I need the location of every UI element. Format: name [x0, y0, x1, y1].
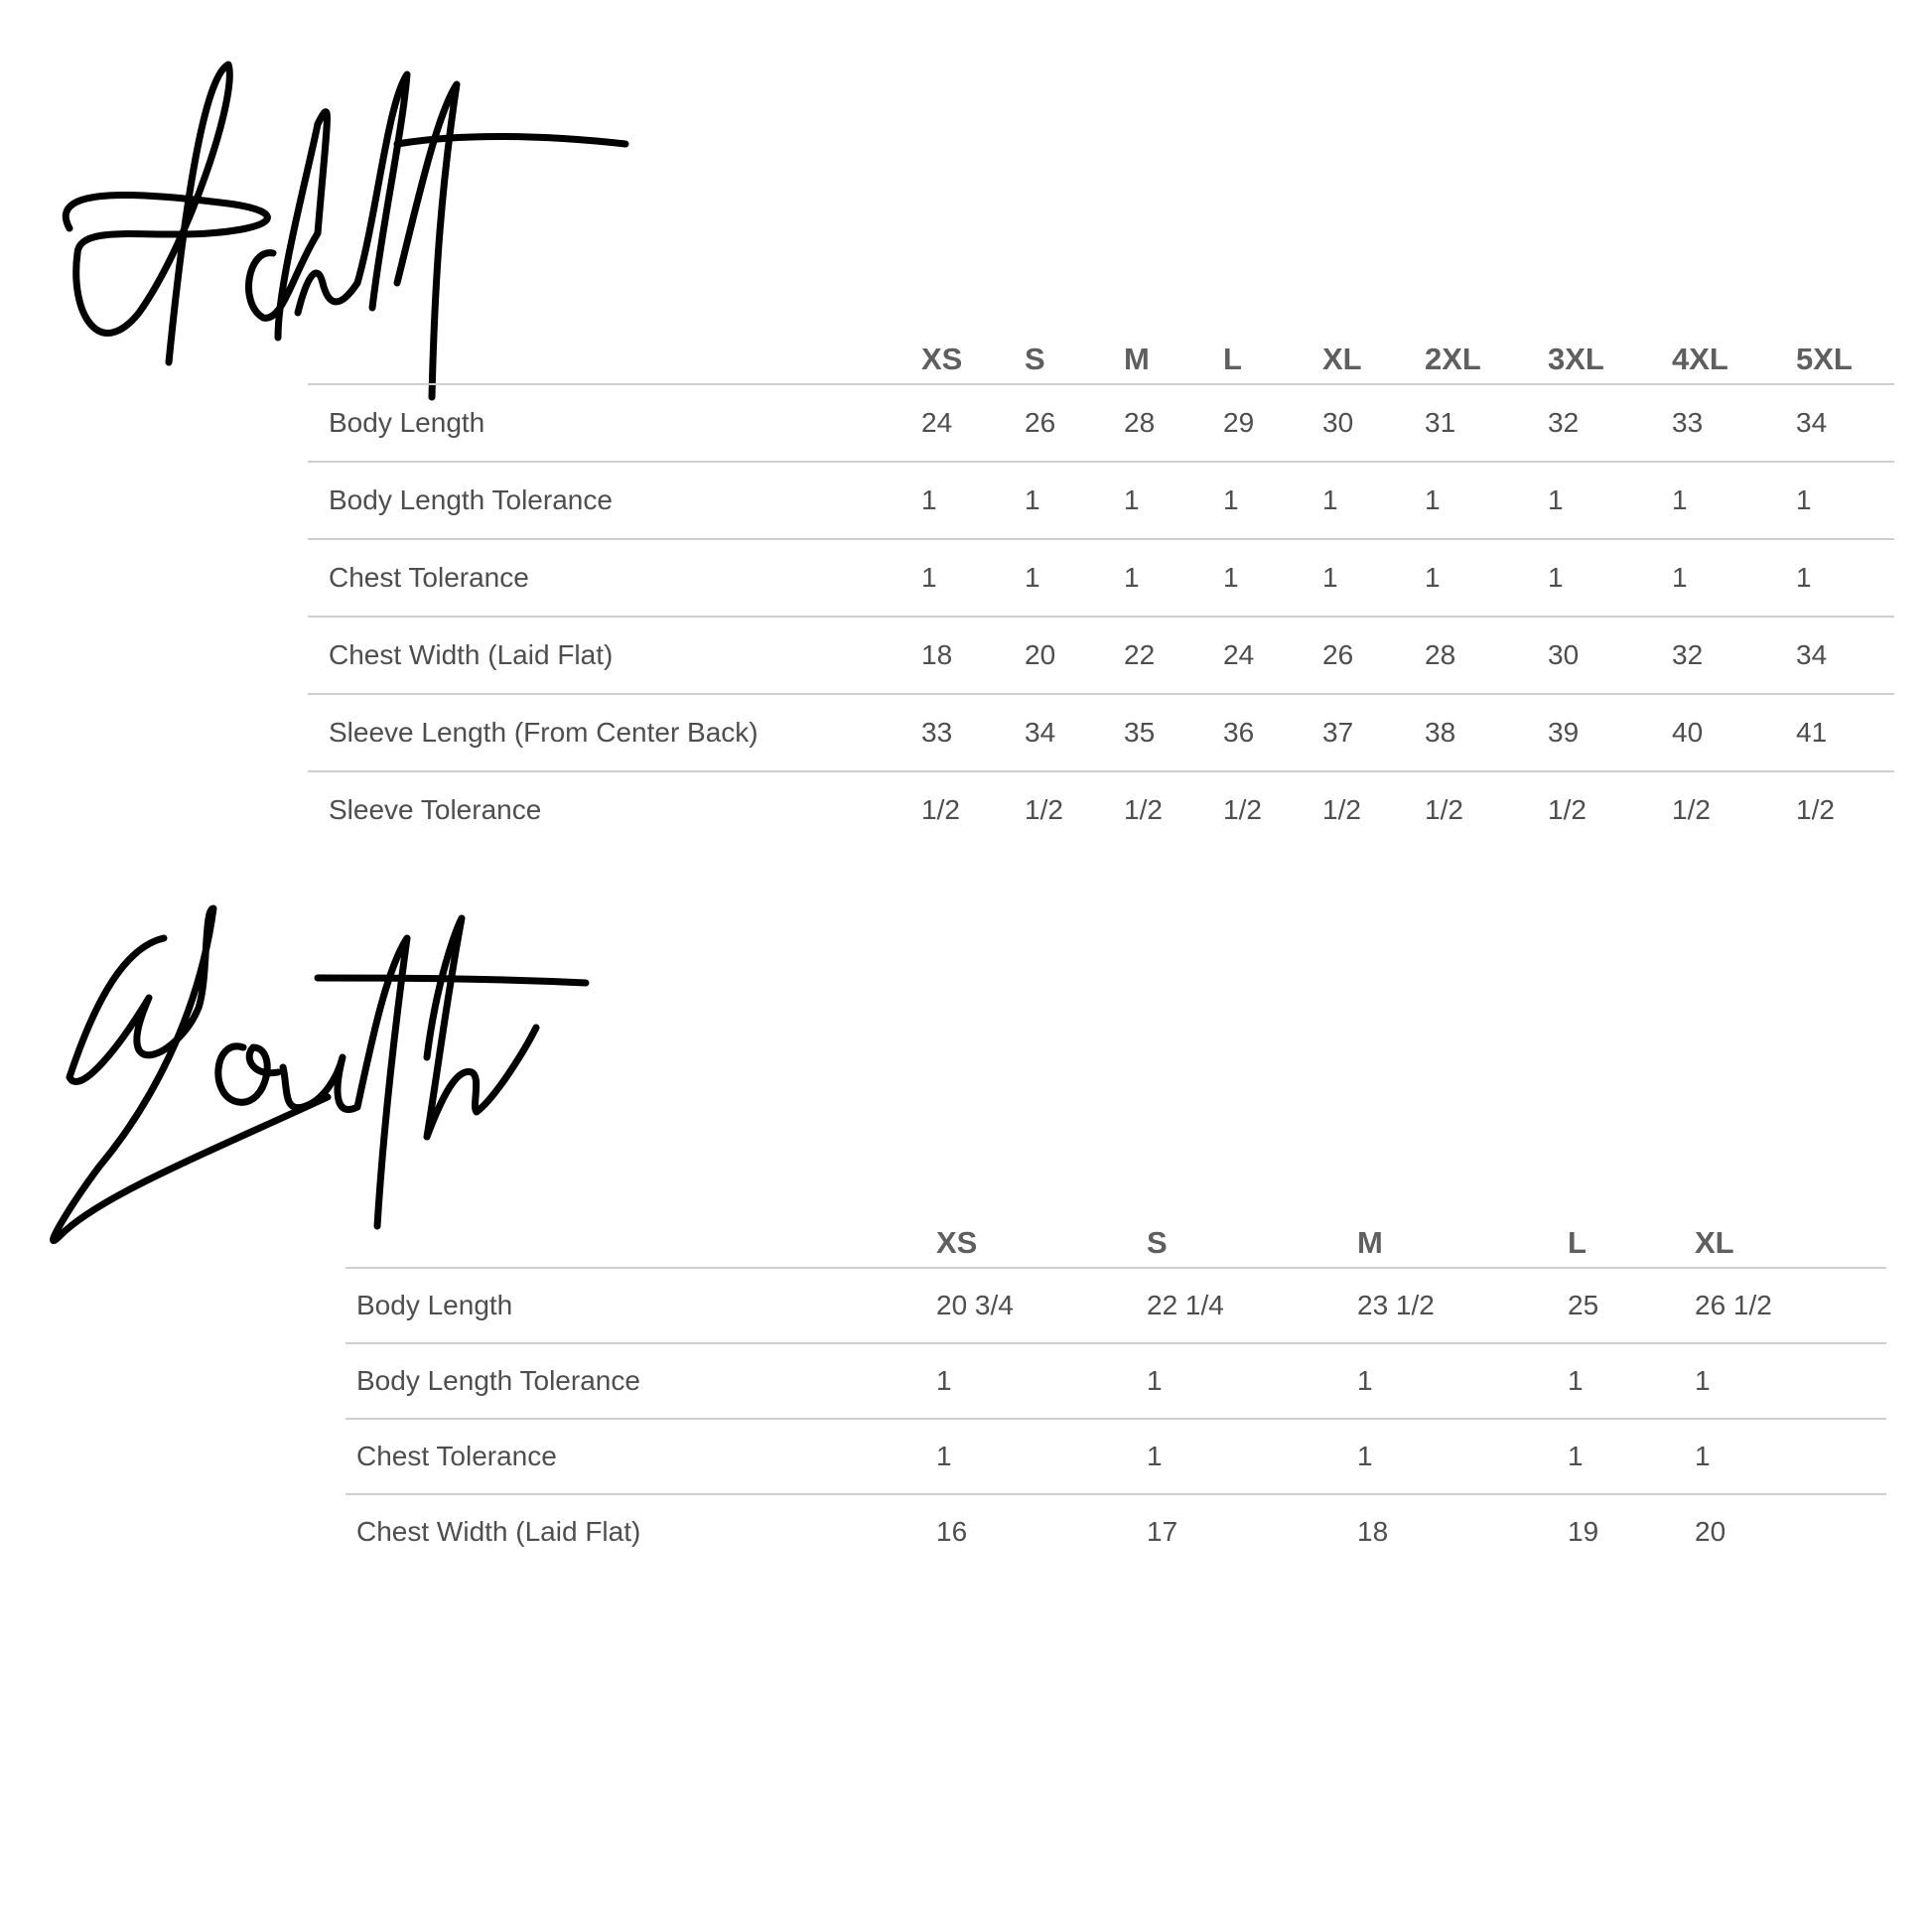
table-cell: 1: [936, 1419, 1147, 1494]
table-cell: 26: [1025, 384, 1124, 462]
youth-col-xs: XS: [936, 1211, 1147, 1268]
table-cell: 29: [1223, 384, 1322, 462]
table-cell: 19: [1568, 1516, 1599, 1547]
table-cell: 38: [1425, 694, 1548, 771]
table-row: [345, 1343, 1886, 1419]
table-cell: 1: [1695, 1343, 1886, 1419]
table-cell: 32: [1548, 384, 1672, 462]
row-label: Sleeve Tolerance: [329, 794, 542, 825]
table-cell: 24: [1223, 617, 1322, 694]
youth-col-s: S: [1147, 1211, 1357, 1268]
table-cell: 1: [1025, 462, 1124, 539]
row-label: Body Length: [308, 384, 921, 462]
table-cell: 18: [1357, 1516, 1389, 1547]
table-cell: 1/2: [1548, 794, 1587, 825]
adult-size-table: [308, 328, 1894, 848]
table-cell: 1: [1425, 462, 1548, 539]
table-row: [345, 1494, 1886, 1569]
table-cell: 31: [1425, 384, 1548, 462]
table-cell: 1/2: [1425, 794, 1463, 825]
row-label: Sleeve Length (From Center Back): [308, 694, 921, 771]
table-cell: 33: [1672, 384, 1796, 462]
table-cell: 1: [1548, 462, 1672, 539]
row-label: Body Length: [345, 1268, 936, 1343]
table-cell: 1/2: [1796, 794, 1835, 825]
row-label: Chest Tolerance: [308, 539, 921, 617]
table-cell: 34: [1796, 384, 1894, 462]
table-cell: 26: [1322, 617, 1425, 694]
youth-header-row: [345, 1211, 1886, 1268]
table-cell: 34: [1025, 694, 1124, 771]
adult-header-blank: [308, 328, 921, 384]
table-cell: 22: [1124, 617, 1223, 694]
table-cell: 1/2: [1322, 794, 1361, 825]
youth-col-l: L: [1568, 1211, 1695, 1268]
youth-heading: [40, 898, 556, 1256]
adult-col-5xl: 5XL: [1796, 328, 1894, 384]
table-cell: 25: [1568, 1268, 1695, 1343]
table-cell: 28: [1124, 384, 1223, 462]
table-cell: 37: [1322, 694, 1425, 771]
table-cell: 1: [1796, 539, 1894, 617]
table-cell: 34: [1796, 617, 1894, 694]
table-cell: 1: [1124, 539, 1223, 617]
table-cell: 23 1/2: [1357, 1268, 1568, 1343]
adult-col-s: S: [1025, 328, 1124, 384]
table-cell: 22 1/4: [1147, 1268, 1357, 1343]
youth-header-blank: [345, 1211, 936, 1268]
table-cell: 1: [1672, 462, 1796, 539]
table-cell: 1: [921, 539, 1025, 617]
table-row: [308, 384, 1894, 462]
adult-col-2xl: 2XL: [1425, 328, 1548, 384]
table-cell: 35: [1124, 694, 1223, 771]
table-cell: 1: [1025, 539, 1124, 617]
table-cell: 1: [1223, 539, 1322, 617]
adult-col-4xl: 4XL: [1672, 328, 1796, 384]
adult-col-3xl: 3XL: [1548, 328, 1672, 384]
adult-col-xs: XS: [921, 328, 1025, 384]
table-cell: 20 3/4: [936, 1268, 1147, 1343]
table-cell: 1: [1223, 462, 1322, 539]
table-cell: 1: [1124, 462, 1223, 539]
table-cell: 1: [1425, 539, 1548, 617]
table-row: [308, 539, 1894, 617]
table-cell: 26 1/2: [1695, 1268, 1886, 1343]
youth-size-table: [345, 1211, 1886, 1569]
table-cell: 28: [1425, 617, 1548, 694]
table-cell: 20: [1025, 617, 1124, 694]
table-cell: 1: [1147, 1343, 1357, 1419]
table-cell: 1: [1568, 1419, 1695, 1494]
table-cell: 1: [1357, 1419, 1568, 1494]
adult-col-l: L: [1223, 328, 1322, 384]
table-cell: 16: [936, 1516, 968, 1547]
row-label: Chest Tolerance: [345, 1419, 936, 1494]
table-cell: 24: [921, 384, 1025, 462]
table-cell: 17: [1147, 1516, 1178, 1547]
table-cell: 41: [1796, 694, 1894, 771]
table-cell: 1: [1147, 1419, 1357, 1494]
table-cell: 1/2: [921, 794, 960, 825]
table-cell: 18: [921, 617, 1025, 694]
table-cell: 36: [1223, 694, 1322, 771]
table-cell: 30: [1322, 384, 1425, 462]
table-cell: 40: [1672, 694, 1796, 771]
table-row: [308, 771, 1894, 848]
table-row: [308, 462, 1894, 539]
table-cell: 20: [1695, 1516, 1726, 1547]
table-cell: 1: [1322, 539, 1425, 617]
table-row: [345, 1268, 1886, 1343]
table-cell: 32: [1672, 617, 1796, 694]
table-cell: 1: [1322, 462, 1425, 539]
table-cell: 1/2: [1672, 794, 1711, 825]
row-label: Body Length Tolerance: [345, 1343, 936, 1419]
table-cell: 1: [1695, 1419, 1886, 1494]
table-cell: 1/2: [1124, 794, 1163, 825]
table-cell: 1: [1357, 1343, 1568, 1419]
youth-col-m: M: [1357, 1211, 1568, 1268]
table-cell: 1: [921, 462, 1025, 539]
row-label: Body Length Tolerance: [308, 462, 921, 539]
adult-col-m: M: [1124, 328, 1223, 384]
table-cell: 33: [921, 694, 1025, 771]
adult-header-row: [308, 328, 1894, 384]
table-cell: 1: [936, 1343, 1147, 1419]
table-cell: 1: [1568, 1343, 1695, 1419]
table-row: [308, 617, 1894, 694]
table-cell: 39: [1548, 694, 1672, 771]
adult-col-xl: XL: [1322, 328, 1425, 384]
table-cell: 1/2: [1223, 794, 1262, 825]
row-label: Chest Width (Laid Flat): [308, 617, 921, 694]
table-cell: 1: [1548, 539, 1672, 617]
table-row: [308, 694, 1894, 771]
table-cell: 30: [1548, 617, 1672, 694]
table-cell: 1: [1796, 462, 1894, 539]
table-cell: 1/2: [1025, 794, 1063, 825]
row-label: Chest Width (Laid Flat): [356, 1516, 641, 1547]
table-cell: 1: [1672, 539, 1796, 617]
youth-col-xl: XL: [1695, 1211, 1886, 1268]
table-row: [345, 1419, 1886, 1494]
